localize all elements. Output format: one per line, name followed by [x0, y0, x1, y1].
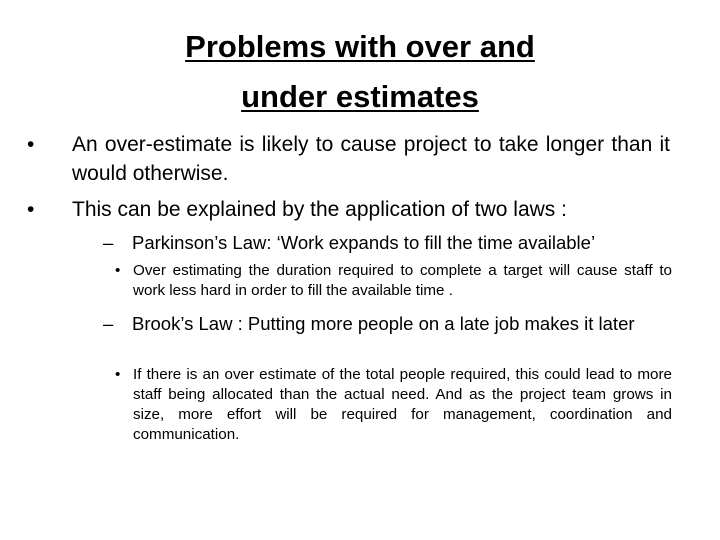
- title-line-2: under estimates: [241, 79, 479, 114]
- dash-marker: –: [103, 313, 114, 334]
- bullet-two-laws: [27, 195, 670, 224]
- law-text: Brook’s Law : Putting more people on a late job makes it later: [132, 313, 635, 334]
- detail-text: If there is an over estimate of the total people required, this could lead to more staff being allocated than the actual need. And as the project team grows in size, more effort will be required for management, coordination and communication.: [133, 366, 672, 443]
- bullet-marker: •: [27, 198, 35, 221]
- law-brooks-detail: [115, 365, 672, 445]
- dash-marker: –: [103, 232, 114, 253]
- bullet-over-estimate: [27, 130, 670, 188]
- bullet-text: An over-estimate is likely to cause project to take longer than it would otherwise.: [72, 133, 670, 185]
- bullet-text: This can be explained by the application of two laws :: [72, 198, 567, 221]
- bullet-marker: •: [27, 133, 35, 156]
- title-line-1: Problems with over and: [185, 29, 535, 64]
- bullet-marker: •: [115, 262, 121, 279]
- law-parkinson: [103, 229, 670, 256]
- law-text: Parkinson’s Law: ‘Work expands to fill the time available’: [132, 232, 596, 253]
- law-brooks: [103, 310, 670, 337]
- slide-title: [40, 22, 680, 122]
- law-parkinson-detail: [115, 261, 672, 301]
- bullet-marker: •: [115, 366, 121, 383]
- detail-text: Over estimating the duration required to complete a target will cause staff to work less hard in order to fill the available time .: [133, 262, 672, 299]
